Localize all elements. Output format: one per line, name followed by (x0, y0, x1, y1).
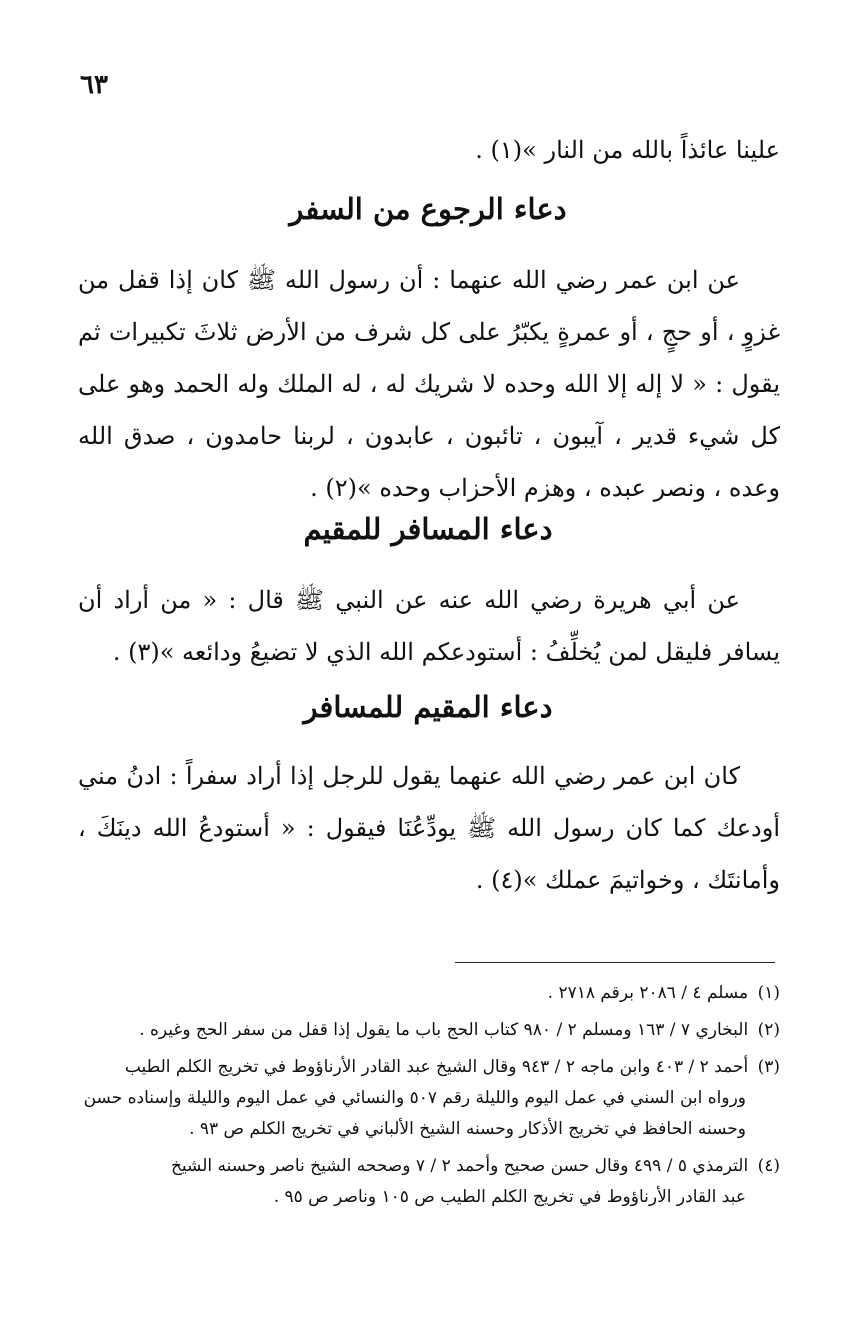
footnote-number: (٣) (757, 1057, 780, 1077)
footnote-text: البخاري ٧ / ١٦٣ ومسلم ٢ / ٩٨٠ كتاب الحج باب ما يقول إذا قفل من سفر الحج وغيره . (139, 1020, 749, 1040)
footnote-text: عبد القادر الأرناؤوط في تخريج الكلم الطيب ص ١٠٥ وناصر ص ٩٥ . (273, 1187, 746, 1207)
footnote-text: مسلم ٤ / ٢٠٨٦ برقم ٢٧١٨ . (547, 983, 749, 1003)
section-text-traveler-for-resident: عن أبي هريرة رضي الله عنه عن النبي ﷺ قال : « من أراد أن يسافر فليقل لمن يُخلِّفُ : أستودعكم الله الذي لا تضيعُ ودائعه »(٣) . (78, 586, 780, 666)
footnote-text: وحسنه الحافظ في تخريج الأذكار وحسنه الشيخ الألباني في تخريج الكلم ص ٩٣ . (189, 1119, 746, 1139)
section-text-resident-for-traveler: كان ابن عمر رضي الله عنهما يقول للرجل إذا أراد سفراً : ادنُ مني أودعك كما كان رسول الله ﷺ يودِّعُنَا فيقول : « أستودعُ الله دينَكَ ، وأمانتَك ، وخواتيمَ عملك »(٤) . (78, 762, 780, 894)
footnotes (80, 978, 780, 1219)
section-title-traveler-for-resident: دعاء المسافر للمقيم (303, 512, 553, 546)
section-title-return-from-travel: دعاء الرجوع من السفر (289, 192, 567, 226)
section-title-resident-for-traveler: دعاء المقيم للمسافر (303, 690, 553, 724)
footnote-text: الترمذي ٥ / ٤٩٩ وقال حسن صحيح وأحمد ٢ / ٧ وصححه الشيخ ناصر وحسنه الشيخ (170, 1156, 749, 1176)
footnote-number: (٤) (757, 1156, 780, 1176)
footnote-number: (٢) (757, 1020, 780, 1040)
footnote-divider (455, 962, 775, 963)
footnote-1 (80, 978, 780, 1009)
footnote-2 (80, 1015, 780, 1046)
footnote-4 (80, 1151, 780, 1213)
footnote-text: ورواه ابن السني في عمل اليوم والليلة رقم ٥٠٧ والنسائي في عمل اليوم والليلة وإسناده حسن (83, 1088, 746, 1108)
footnote-text: أحمد ٢ / ٤٠٣ وابن ماجه ٢ / ٩٤٣ وقال الشيخ عبد القادر الأرناؤوط في تخريج الكلم الطيب (124, 1057, 749, 1077)
intro-line: علينا عائذاً بالله من النار »(١) . (475, 136, 780, 164)
page-number: ٦٣ (80, 70, 108, 100)
section-text-return-from-travel: عن ابن عمر رضي الله عنهما : أن رسول الله ﷺ كان إذا قفل من غزوٍ ، أو حجٍ ، أو عمرةٍ يكبّرُ على كل شرف من الأرض ثلاثَ تكبيرات ثم يقول : « لا إله إلا الله وحده لا شريك له ، له الملك وله الحمد وهو على كل شيء قدير ، آيبون ، تائبون ، عابدون ، لربنا حامدون ، صدق الله وعده ، ونصر عبده ، وهزم الأحزاب وحده »(٢) . (78, 266, 780, 502)
footnote-3 (80, 1052, 780, 1145)
footnote-number: (١) (757, 983, 780, 1003)
